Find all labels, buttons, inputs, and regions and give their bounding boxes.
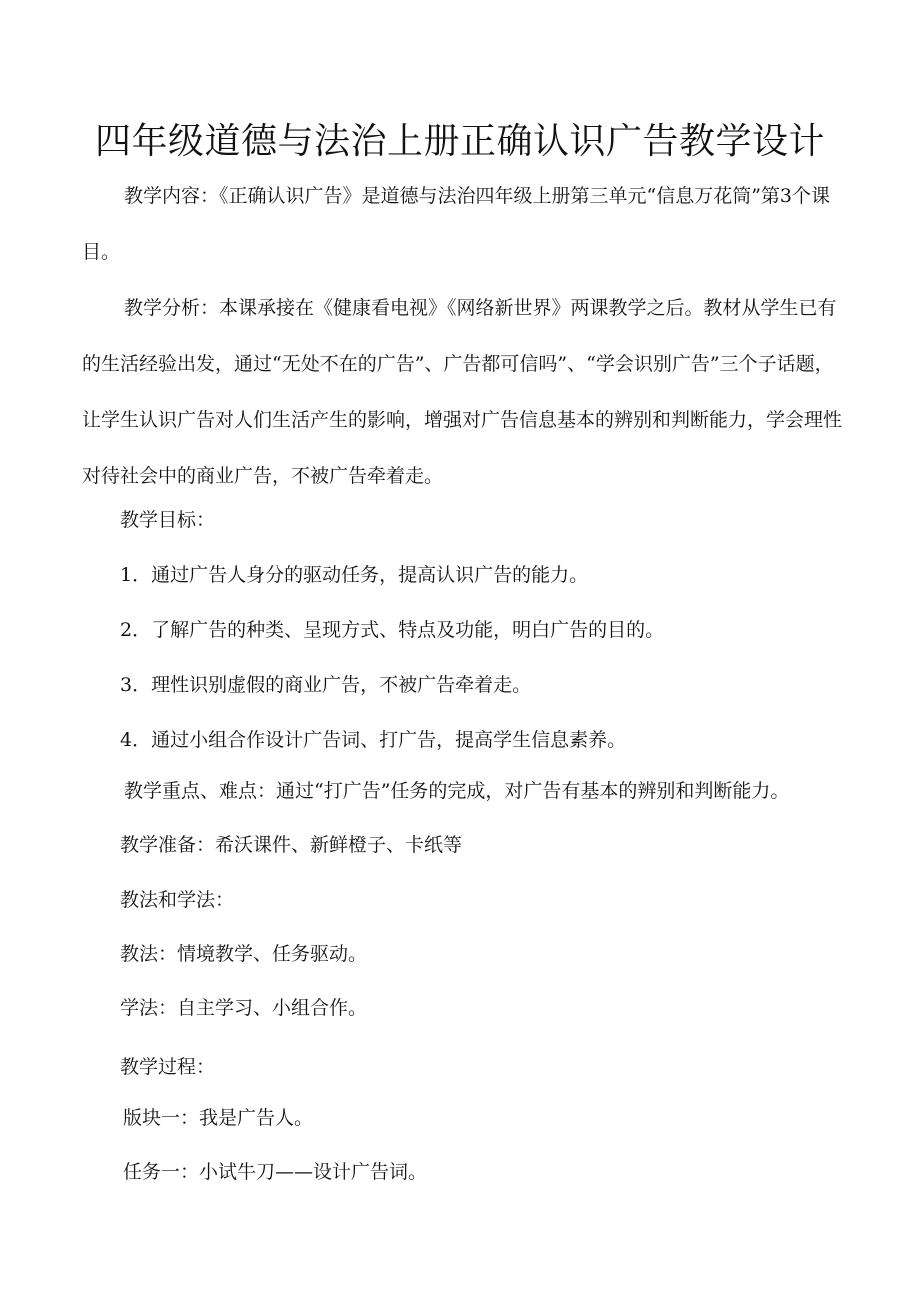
key-points-paragraph: 教学重点、难点：通过“打广告”任务的完成，对广告有基本的辨别和判断能力。 [124, 780, 790, 802]
objective-item-4: 4．通过小组合作设计广告词、打广告，提高学生信息素养。 [120, 729, 627, 751]
task-1-heading: 任务一：小试牛刀——设计广告词。 [123, 1161, 428, 1183]
learning-method: 学法：自主学习、小组合作。 [120, 997, 368, 1019]
teaching-analysis-paragraph: 教学分析：本课承接在《健康看电视》《网络新世界》两课教学之后。教材从学生已有的生活经验出发，通过“无处不在的广告”、广告都可信吗”、“学会识别广告”三个子话题，让学生认识广告对人们生活产生的影响，增强对广告信息基本的辨别和判断能力，学会理性对待社会中的商业广告，不被广告牵着走。 [82, 297, 843, 487]
objective-item-3: 3．理性识别虚假的商业广告，不被广告牵着走。 [120, 674, 532, 696]
preparation-paragraph: 教学准备：希沃课件、新鲜橙子、卡纸等 [120, 834, 463, 856]
document-title: 四年级道德与法治上册正确认识广告教学设计 [94, 121, 825, 162]
process-heading: 教学过程： [120, 1056, 216, 1078]
teaching-content-paragraph: 教学内容：《正确认识广告》是道德与法治四年级上册第三单元“信息万花筒”第3个课目。 [82, 185, 831, 263]
methods-heading: 教法和学法： [120, 889, 235, 911]
objective-item-1: 1．通过广告人身分的驱动任务，提高认识广告的能力。 [120, 564, 589, 586]
objectives-heading: 教学目标： [120, 509, 216, 531]
teaching-method: 教法：情境教学、任务驱动。 [120, 943, 368, 965]
section-1-heading: 版块一：我是广告人。 [123, 1107, 314, 1129]
objective-item-2: 2．了解广告的种类、呈现方式、特点及功能，明白广告的目的。 [120, 619, 665, 641]
